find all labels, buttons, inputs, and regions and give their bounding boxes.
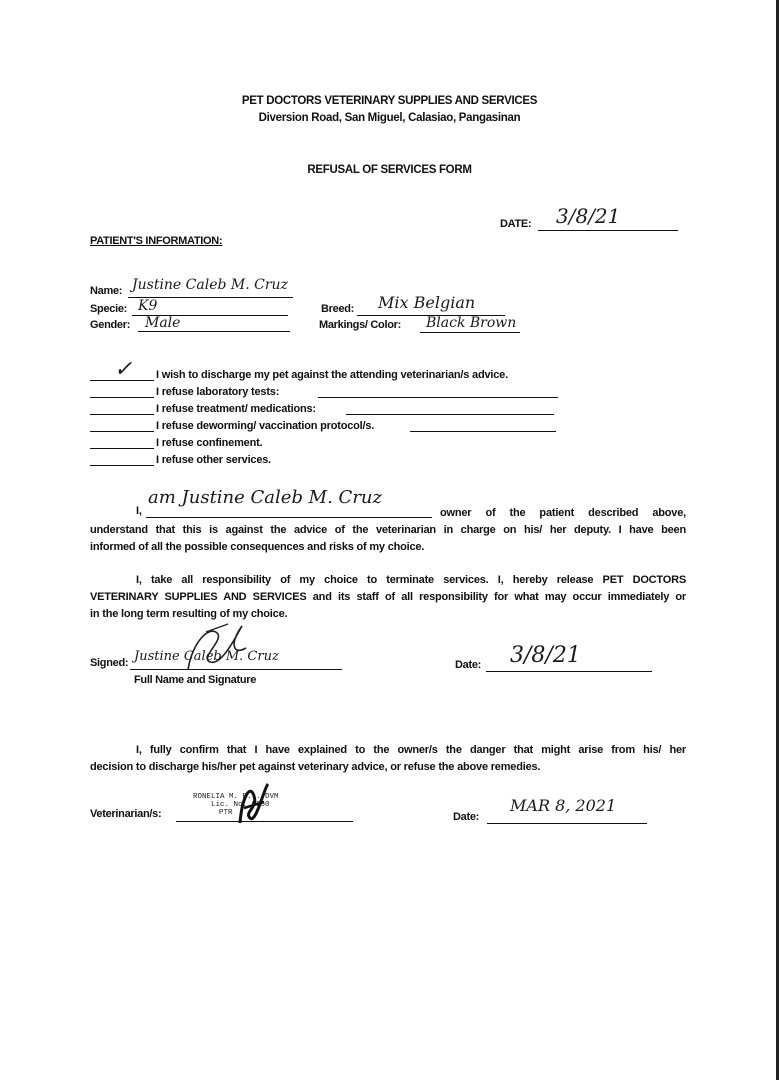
option-other-services: I refuse other services. <box>90 454 560 470</box>
markings-value: Black Brown <box>426 315 517 331</box>
statement-prefix: I, <box>136 505 142 517</box>
markings-label: Markings/ Color: <box>319 319 401 331</box>
release-line1: I, take all responsibility of my choice to terminate services. I, hereby release PET DOCTORS <box>136 574 686 586</box>
specie-value: K9 <box>138 298 158 314</box>
option-treatment: I refuse treatment/ medications: <box>90 403 560 419</box>
release-line2: VETERINARY SUPPLIES AND SERVICES and its staff of all responsibility for what may occur immediately or <box>90 591 686 603</box>
breed-value: Mix Belgian <box>378 293 476 312</box>
form-title: REFUSAL OF SERVICES FORM <box>307 164 472 176</box>
date-underline <box>538 230 678 231</box>
gender-value: Male <box>145 315 181 331</box>
owner-signature-scribble <box>170 612 280 682</box>
name-value: Justine Caleb M. Cruz <box>132 277 288 293</box>
signed-underline <box>130 669 342 670</box>
veterinarian-date-label: Date: <box>453 811 480 823</box>
owner-name-handwritten: am Justine Caleb M. Cruz <box>148 487 383 508</box>
patient-section-title: PATIENT'S INFORMATION: <box>90 235 223 247</box>
veterinarian-label: Veterinarian/s: <box>90 808 162 820</box>
option-discharge: ✓ I wish to discharge my pet against the attending veterinarian/s advice. <box>90 369 560 385</box>
date-value: 3/8/21 <box>556 204 621 228</box>
veterinarian-date-value: MAR 8, 2021 <box>510 796 617 815</box>
breed-label: Breed: <box>321 303 355 315</box>
date-label: DATE: <box>500 218 532 230</box>
signed-label: Signed: <box>90 657 129 669</box>
statement-line3: informed of all the possible consequences and risks of my choice. <box>90 541 425 553</box>
business-name: PET DOCTORS VETERINARY SUPPLIES AND SERVICES <box>241 95 538 107</box>
release-line3: in the long term resulting of my choice. <box>90 608 288 620</box>
statement-line1: owner of the patient described above, <box>440 507 686 519</box>
signature-caption: Full Name and Signature <box>134 674 257 686</box>
option-laboratory: I refuse laboratory tests: <box>90 386 560 402</box>
signed-date-label: Date: <box>455 659 482 671</box>
veterinarian-date-underline <box>487 823 647 824</box>
option-deworming: I refuse deworming/ vaccination protocol/s. <box>90 420 560 436</box>
gender-underline <box>138 331 290 332</box>
name-label: Name: <box>90 285 123 297</box>
markings-underline <box>420 332 520 333</box>
specie-label: Specie: <box>90 303 128 315</box>
checkmark-icon: ✓ <box>114 357 133 382</box>
statement-line2: understand that this is against the advice of the veterinarian in charge on his/ her deputy. I have been <box>90 524 686 536</box>
confirmation-line1: I, fully confirm that I have explained to the owner/s the danger that might arise from his/ her <box>136 744 686 756</box>
business-address: Diversion Road, San Miguel, Calasiao, Pangasinan <box>258 112 521 124</box>
confirmation-line2: decision to discharge his/her pet against veterinary advice, or refuse the above remedies. <box>90 761 541 773</box>
owner-underline <box>146 517 432 518</box>
option-confinement: I refuse confinement. <box>90 437 560 453</box>
veterinarian-signature-scribble <box>220 778 280 828</box>
signed-date-value: 3/8/21 <box>510 643 581 668</box>
signed-value: Justine Caleb M. Cruz <box>134 649 279 664</box>
gender-label: Gender: <box>90 319 131 331</box>
veterinarian-stamp: RONELIA M. B... DVM Lic. No. 0550 PTR <box>193 793 279 817</box>
signed-date-underline <box>486 671 652 672</box>
